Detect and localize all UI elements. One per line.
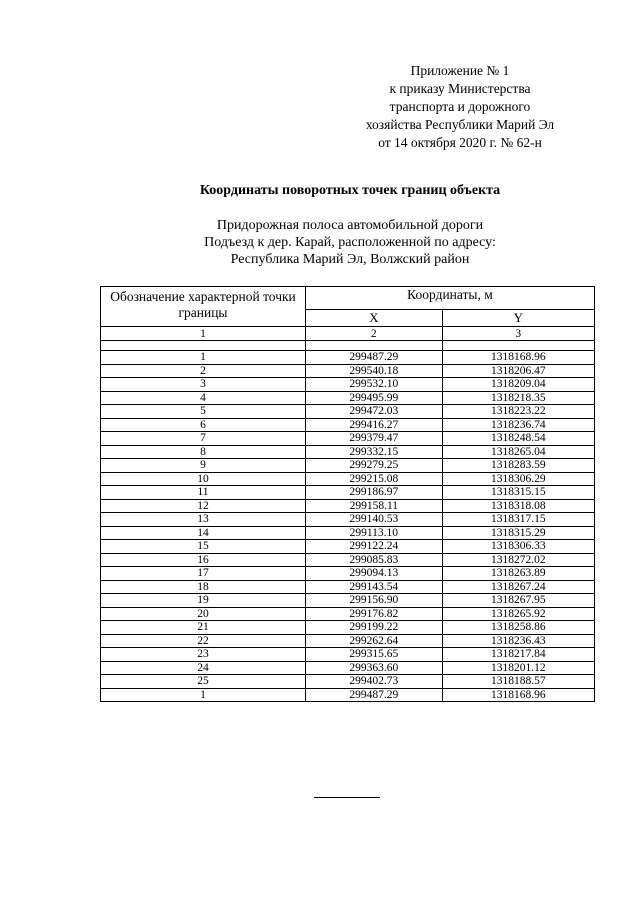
x-cell: 299472.03 xyxy=(306,405,443,419)
x-cell: 299113.10 xyxy=(306,526,443,540)
table-row xyxy=(101,526,595,540)
x-cell: 299140.53 xyxy=(306,513,443,527)
table-row xyxy=(101,405,595,419)
y-cell: 1318283.59 xyxy=(442,459,594,473)
point-cell: 9 xyxy=(101,459,306,473)
table-row xyxy=(101,486,595,500)
appendix-line: хозяйства Республики Марий Эл xyxy=(365,117,555,132)
point-cell: 3 xyxy=(101,378,306,392)
x-cell: 299532.10 xyxy=(306,378,443,392)
point-cell: 24 xyxy=(101,661,306,675)
table-row xyxy=(101,472,595,486)
x-cell: 299122.24 xyxy=(306,540,443,554)
appendix-line: Приложение № 1 xyxy=(410,63,510,78)
point-cell: 19 xyxy=(101,594,306,608)
header-point-designation: Обозначение характерной точки границы xyxy=(101,287,306,327)
table-row xyxy=(101,499,595,513)
y-cell: 1318265.92 xyxy=(442,607,594,621)
table-row xyxy=(101,364,595,378)
table-row xyxy=(101,540,595,554)
point-cell: 11 xyxy=(101,486,306,500)
point-cell: 23 xyxy=(101,648,306,662)
table-body xyxy=(101,351,595,702)
x-cell: 299186.97 xyxy=(306,486,443,500)
x-cell: 299487.29 xyxy=(306,351,443,365)
x-cell: 299363.60 xyxy=(306,661,443,675)
table-row xyxy=(101,553,595,567)
x-cell: 299199.22 xyxy=(306,621,443,635)
table-row xyxy=(101,567,595,581)
y-cell: 1318248.54 xyxy=(442,432,594,446)
point-cell: 21 xyxy=(101,621,306,635)
document-title: Координаты поворотных точек границ объекта xyxy=(199,183,501,198)
point-cell: 15 xyxy=(101,540,306,554)
table-row xyxy=(101,621,595,635)
subtitle-line: Придорожная полоса автомобильной дороги xyxy=(216,218,484,233)
point-cell: 2 xyxy=(101,364,306,378)
x-cell: 299402.73 xyxy=(306,675,443,689)
y-cell: 1318306.33 xyxy=(442,540,594,554)
point-cell: 10 xyxy=(101,472,306,486)
point-cell: 5 xyxy=(101,405,306,419)
y-cell: 1318209.04 xyxy=(442,378,594,392)
y-cell: 1318265.04 xyxy=(442,445,594,459)
table-row xyxy=(101,648,595,662)
y-cell: 1318168.96 xyxy=(442,688,594,702)
x-cell: 299156.90 xyxy=(306,594,443,608)
y-cell: 1318218.35 xyxy=(442,391,594,405)
x-cell: 299085.83 xyxy=(306,553,443,567)
y-cell: 1318272.02 xyxy=(442,553,594,567)
table-row xyxy=(101,445,595,459)
table-row xyxy=(101,391,595,405)
x-cell: 299495.99 xyxy=(306,391,443,405)
table-row xyxy=(101,351,595,365)
table-row xyxy=(101,432,595,446)
x-cell: 299158.11 xyxy=(306,499,443,513)
y-cell: 1318317.15 xyxy=(442,513,594,527)
point-cell: 1 xyxy=(101,351,306,365)
point-cell: 12 xyxy=(101,499,306,513)
x-cell: 299143.54 xyxy=(306,580,443,594)
document-subtitle xyxy=(0,217,640,268)
column-number: 3 xyxy=(442,327,594,341)
x-cell: 299540.18 xyxy=(306,364,443,378)
x-cell: 299262.64 xyxy=(306,634,443,648)
x-cell: 299379.47 xyxy=(306,432,443,446)
point-cell: 16 xyxy=(101,553,306,567)
y-cell: 1318236.74 xyxy=(442,418,594,432)
column-number: 1 xyxy=(101,327,306,341)
table-row xyxy=(101,580,595,594)
table-row xyxy=(101,418,595,432)
y-cell: 1318318.08 xyxy=(442,499,594,513)
table-row xyxy=(101,378,595,392)
point-cell: 8 xyxy=(101,445,306,459)
header-coordinates: Координаты, м xyxy=(306,287,595,310)
x-cell: 299416.27 xyxy=(306,418,443,432)
point-cell: 13 xyxy=(101,513,306,527)
x-cell: 299176.82 xyxy=(306,607,443,621)
y-cell: 1318267.24 xyxy=(442,580,594,594)
blank-row xyxy=(101,341,595,351)
y-cell: 1318188.57 xyxy=(442,675,594,689)
point-cell: 14 xyxy=(101,526,306,540)
point-cell: 4 xyxy=(101,391,306,405)
appendix-block xyxy=(340,62,580,152)
y-cell: 1318236.43 xyxy=(442,634,594,648)
column-number: 2 xyxy=(306,327,443,341)
table-row xyxy=(101,675,595,689)
x-cell: 299215.08 xyxy=(306,472,443,486)
header-x: X xyxy=(306,310,443,327)
x-cell: 299332.15 xyxy=(306,445,443,459)
y-cell: 1318258.86 xyxy=(442,621,594,635)
signature-line xyxy=(314,797,380,798)
header-y: Y xyxy=(442,310,594,327)
y-cell: 1318223.22 xyxy=(442,405,594,419)
y-cell: 1318306.29 xyxy=(442,472,594,486)
table-row xyxy=(101,661,595,675)
point-cell: 20 xyxy=(101,607,306,621)
subtitle-line: Подъезд к дер. Карай, расположенной по адресу: xyxy=(204,235,496,250)
table-row xyxy=(101,459,595,473)
point-cell: 18 xyxy=(101,580,306,594)
x-cell: 299315.65 xyxy=(306,648,443,662)
point-cell: 6 xyxy=(101,418,306,432)
subtitle-line: Республика Марий Эл, Волжский район xyxy=(230,252,470,267)
coordinates-table xyxy=(100,286,595,702)
x-cell: 299487.29 xyxy=(306,688,443,702)
table-row xyxy=(101,688,595,702)
table-row xyxy=(101,634,595,648)
point-cell: 17 xyxy=(101,567,306,581)
y-cell: 1318315.15 xyxy=(442,486,594,500)
table-row xyxy=(101,594,595,608)
y-cell: 1318263.89 xyxy=(442,567,594,581)
x-cell: 299094.13 xyxy=(306,567,443,581)
table-row xyxy=(101,607,595,621)
point-cell: 22 xyxy=(101,634,306,648)
y-cell: 1318201.12 xyxy=(442,661,594,675)
y-cell: 1318206.47 xyxy=(442,364,594,378)
appendix-line: к приказу Министерства xyxy=(389,81,531,96)
y-cell: 1318267.95 xyxy=(442,594,594,608)
point-cell: 25 xyxy=(101,675,306,689)
x-cell: 299279.25 xyxy=(306,459,443,473)
table-row xyxy=(101,513,595,527)
appendix-line: транспорта и дорожного xyxy=(389,99,531,114)
y-cell: 1318315.29 xyxy=(442,526,594,540)
y-cell: 1318168.96 xyxy=(442,351,594,365)
point-cell: 1 xyxy=(101,688,306,702)
y-cell: 1318217.84 xyxy=(442,648,594,662)
appendix-line: от 14 октября 2020 г. № 62-н xyxy=(378,135,542,150)
point-cell: 7 xyxy=(101,432,306,446)
